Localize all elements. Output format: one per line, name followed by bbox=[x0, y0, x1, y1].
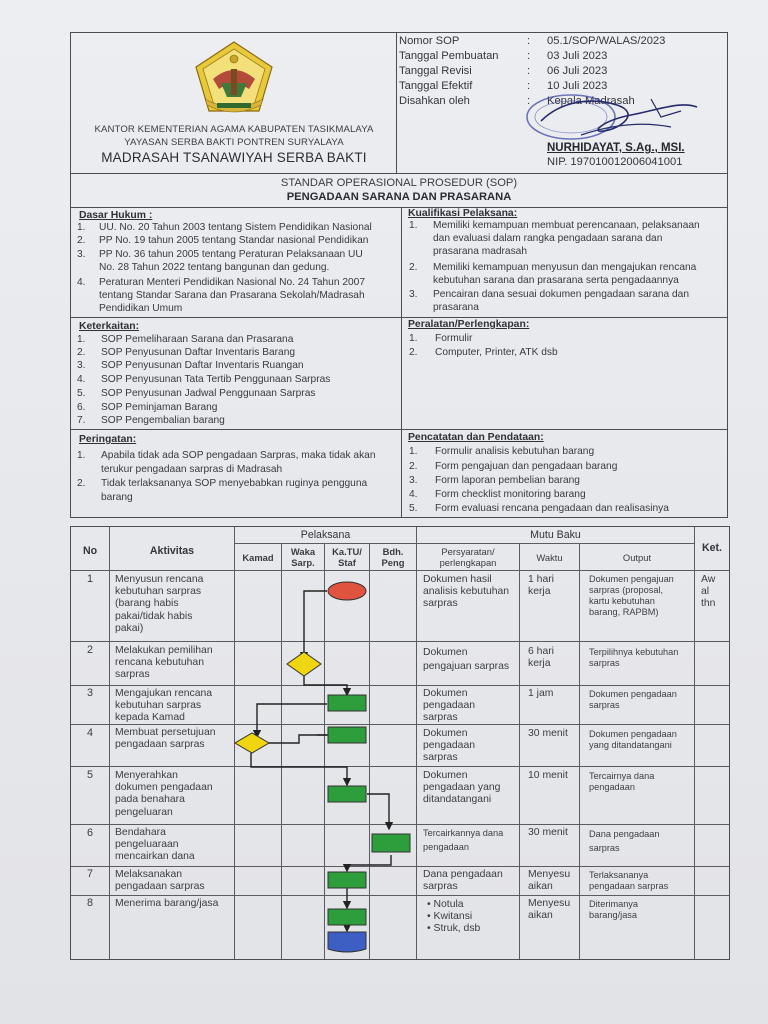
signer-nip: NIP. 197010012006041001 bbox=[547, 156, 683, 168]
peringatan-heading: Peringatan: bbox=[79, 434, 137, 445]
header-waka-sarp: Waka Sarp. bbox=[290, 546, 316, 568]
row-aktivitas: Menyerahkan dokumen pengadaan pada benahara pengeluaran bbox=[115, 770, 213, 818]
flow-connector bbox=[304, 591, 327, 659]
row-output: Dana pengadaan sarpras bbox=[589, 829, 660, 853]
school-name: MADRASAH TSANAWIYAH SERBA BAKTI bbox=[101, 150, 367, 165]
meta-key: Nomor SOP bbox=[399, 35, 460, 47]
row-output: Dokumen pengajuan sarpras (proposal, kartu kebutuhan barang, RAPBM) bbox=[589, 574, 674, 617]
flow-process-bendahara bbox=[372, 834, 410, 852]
row-output: Dokumen pengadaan sarpras bbox=[589, 689, 677, 710]
peralatan-heading: Peralatan/Perlengkapan: bbox=[408, 319, 530, 330]
keterkaitan-heading: Keterkaitan: bbox=[79, 321, 140, 332]
sop-title-box bbox=[70, 174, 728, 208]
row-persyaratan: Dokumen pengadaan sarpras bbox=[423, 728, 476, 764]
meta-key: Tanggal Pembuatan bbox=[399, 50, 499, 62]
row-persyaratan: • Notula • Kwitansi • Struk, dsb bbox=[427, 899, 481, 935]
pencatatan-heading: Pencatatan dan Pendataan: bbox=[408, 432, 544, 443]
row-aktivitas: Bendahara pengeluaraan mencairkan dana bbox=[115, 827, 195, 863]
row-persyaratan: Dana pengadaan sarpras bbox=[423, 869, 503, 893]
flow-connector bbox=[251, 753, 347, 785]
row-persyaratan: Dokumen hasil analisis kebutuhan sarpras bbox=[423, 574, 510, 610]
row-output: Diterimanya barang/jasa bbox=[589, 899, 639, 920]
row-persyaratan: Dokumen pengadaan yang ditandatangani bbox=[423, 770, 501, 806]
institution-line2: YAYASAN SERBA BAKTI PONTREN SURYALAYA bbox=[124, 137, 344, 148]
row-waktu: Menyesu aikan bbox=[528, 869, 571, 893]
flow-connector bbox=[367, 794, 389, 829]
row-aktivitas: Menyusun rencana kebutuhan sarpras (barang habis pakai/tidak habis pakai) bbox=[115, 574, 204, 634]
row-persyaratan: Dokumen pengajuan sarpras bbox=[423, 647, 510, 673]
row-output: Terpilihnya kebutuhan sarpras bbox=[589, 647, 679, 668]
row-number: 4 bbox=[86, 727, 93, 739]
meta-value: 06 Juli 2023 bbox=[547, 65, 608, 77]
header-no: No bbox=[82, 545, 98, 557]
header-pelaksana: Pelaksana bbox=[300, 529, 351, 541]
row-aktivitas: Melakukan pemilihan rencana kebutuhan sarpras bbox=[115, 645, 213, 681]
meta-key: Tanggal Efektif bbox=[399, 80, 473, 92]
row-waktu: 6 hari kerja bbox=[528, 646, 554, 670]
flowchart-diagram bbox=[71, 527, 729, 959]
header-bdh-peng: Bdh. Peng bbox=[381, 546, 405, 568]
meta-value: 05.1/SOP/WALAS/2023 bbox=[547, 35, 666, 47]
flow-process-approval-doc bbox=[328, 727, 366, 743]
header-waktu: Waktu bbox=[536, 552, 563, 563]
row-waktu: 10 menit bbox=[528, 770, 568, 781]
document-header: KANTOR KEMENTERIAN AGAMA KABUPATEN TASIKMALAYA YAYASAN SERBA BAKTI PONTREN SURYALAYA MADRASAH TSANAWIYAH SERBA BAKTI Nomor SOP : 05.1/SOP/WALAS/2023 Tanggal Pembuatan : 03 Juli 2023 Tanggal Revisi : 06 Juli 2023 Tanggal Efektif : 10 Juli 2023 Disahkan oleh : Kepala Madrasah NURHIDAYAT, S.Ag., MSI. NIP. 197010012006041001 bbox=[70, 32, 728, 174]
kualifikasi-heading: Kualifikasi Pelaksana: bbox=[408, 208, 518, 219]
header-mutu-baku: Mutu Baku bbox=[530, 529, 581, 541]
flow-connector bbox=[347, 855, 391, 871]
flow-end-document bbox=[328, 932, 366, 952]
row-ket: Aw al thn bbox=[701, 574, 716, 610]
row-aktivitas: Melaksanakan pengadaan sarpras bbox=[115, 869, 205, 893]
row-number: 3 bbox=[86, 687, 93, 699]
meta-value: 10 Juli 2023 bbox=[547, 80, 608, 92]
flow-connector bbox=[304, 669, 347, 695]
row-persyaratan: Dokumen pengadaan sarpras bbox=[423, 688, 476, 724]
flow-table bbox=[70, 526, 730, 960]
row-output: Dokumen pengadaan yang ditandatangani bbox=[589, 729, 677, 750]
header-output: Output bbox=[622, 552, 652, 563]
flow-connector bbox=[257, 704, 327, 737]
dasar-hukum-heading: Dasar Hukum : bbox=[79, 210, 153, 221]
kemenag-logo-icon bbox=[191, 39, 277, 115]
flow-decision-kamad bbox=[287, 652, 321, 676]
row-number: 1 bbox=[86, 573, 93, 585]
row-waktu: 30 menit bbox=[528, 827, 568, 838]
flow-decision-approval bbox=[235, 733, 269, 753]
sop-info-grid: Dasar Hukum : 1. UU. No. 20 Tahun 2003 tentang Sistem Pendidikan Nasional 2. PP No. 19 tahun 2005 tentang Standar nasional Pendidikan 3. PP No. 36 tahun 2005 tentang Peraturan Pelaksanaan UU No. 28 Tahun 2022 tentang bangunan dan gedung. 4. Peraturan Menteri Pendidikan Nasional No. 24 Tahun 2007 tentang Standar Sarana dan Prasarana Sekolah/Madrasah Pendidikan Umum Kualifikasi Pelaksana: 1. Memiliki kemampuan membuat perencanaan, pelaksanaan dan evaluasi dalam rangka pengadaan sarana dan prasarana madrasah 2. Memiliki kemampuan menyusun dan mengajukan rencana kebutuhan sarana dan prasarana serta pengadaannya 3. Pencairan dana sesuai dokumen pengadaan sarana dan prasarana Keterkaitan: 1. SOP Pemeliharaan Sarana dan Prasarana 2. SOP Penyusunan Daftar Inventaris Barang 3. SOP Penyusunan Daftar Inventaris Ruangan 4. SOP Penyusunan Tata Tertib Penggunaan Sarpras 5. SOP Penyusunan Jadwal Penggunaan Sarpras 6. SOP Peminjaman Barang 7. SOP Pengembalian barang Peralatan/Perlengkapan: 1. Formulir 2. Computer, Printer, ATK dsb Peringatan: 1. Apabila tidak ada SOP pengadaan Sarpras, maka tidak akan terukur pengadaan sarpras di Madrasah 2. Tidak terlaksananya SOP menyebabkan ruginya pengguna barang Pencatatan dan Pendataan: 1. Formulir analisis kebutuhan barang 2. Form pengajuan dan pengadaan barang 3. Form laporan pembelian barang 4. Form checklist monitoring barang 5. Form evaluasi rencana pengadaan dan realisasinya bbox=[70, 208, 728, 518]
row-number: 8 bbox=[86, 897, 93, 909]
header-persyaratan: Persyaratan/ perlengkapan bbox=[439, 546, 497, 568]
header-aktivitas: Aktivitas bbox=[149, 545, 195, 557]
meta-value: Kepala Madrasah bbox=[547, 95, 635, 107]
header-ket: Ket. bbox=[701, 542, 722, 554]
meta-key: Tanggal Revisi bbox=[399, 65, 472, 77]
row-number: 6 bbox=[86, 827, 93, 839]
flow-process-procurement bbox=[328, 872, 366, 888]
row-aktivitas: Mengajukan rencana kebutuhan sarpras kepada Kamad bbox=[115, 688, 213, 724]
row-number: 2 bbox=[86, 644, 93, 656]
row-aktivitas: Membuat persetujuan pengadaan sarpras bbox=[115, 727, 216, 751]
flow-process-staf bbox=[328, 695, 366, 711]
row-waktu: 1 hari kerja bbox=[528, 574, 554, 598]
meta-key: Disahkan oleh bbox=[399, 95, 470, 107]
row-output: Terlaksananya pengadaan sarpras bbox=[589, 870, 669, 891]
row-persyaratan: Tercairkannya dana pengadaan bbox=[423, 828, 504, 852]
flow-process-receive bbox=[328, 909, 366, 925]
meta-value: 03 Juli 2023 bbox=[547, 50, 608, 62]
sop-title-line2: PENGADAAN SARANA DAN PRASARANA bbox=[286, 191, 512, 203]
row-number: 5 bbox=[86, 769, 93, 781]
row-waktu: 30 menit bbox=[528, 728, 568, 739]
row-aktivitas: Menerima barang/jasa bbox=[115, 898, 219, 909]
header-kamad: Kamad bbox=[242, 552, 274, 563]
institution-block bbox=[71, 33, 397, 173]
signer-name: NURHIDAYAT, S.Ag., MSI. bbox=[547, 142, 685, 154]
row-waktu: 1 jam bbox=[528, 688, 554, 699]
sop-title-line1: STANDAR OPERASIONAL PROSEDUR (SOP) bbox=[280, 177, 518, 189]
row-waktu: Menyesu aikan bbox=[528, 898, 571, 922]
flow-start-oval bbox=[328, 582, 366, 600]
institution-line1: KANTOR KEMENTERIAN AGAMA KABUPATEN TASIKMALAYA bbox=[94, 124, 374, 135]
row-number: 7 bbox=[86, 868, 93, 880]
flow-process-handover bbox=[328, 786, 366, 802]
header-ka-tu-staf: Ka.TU/ Staf bbox=[332, 546, 362, 568]
row-output: Tercairnya dana pengadaan bbox=[589, 771, 655, 792]
